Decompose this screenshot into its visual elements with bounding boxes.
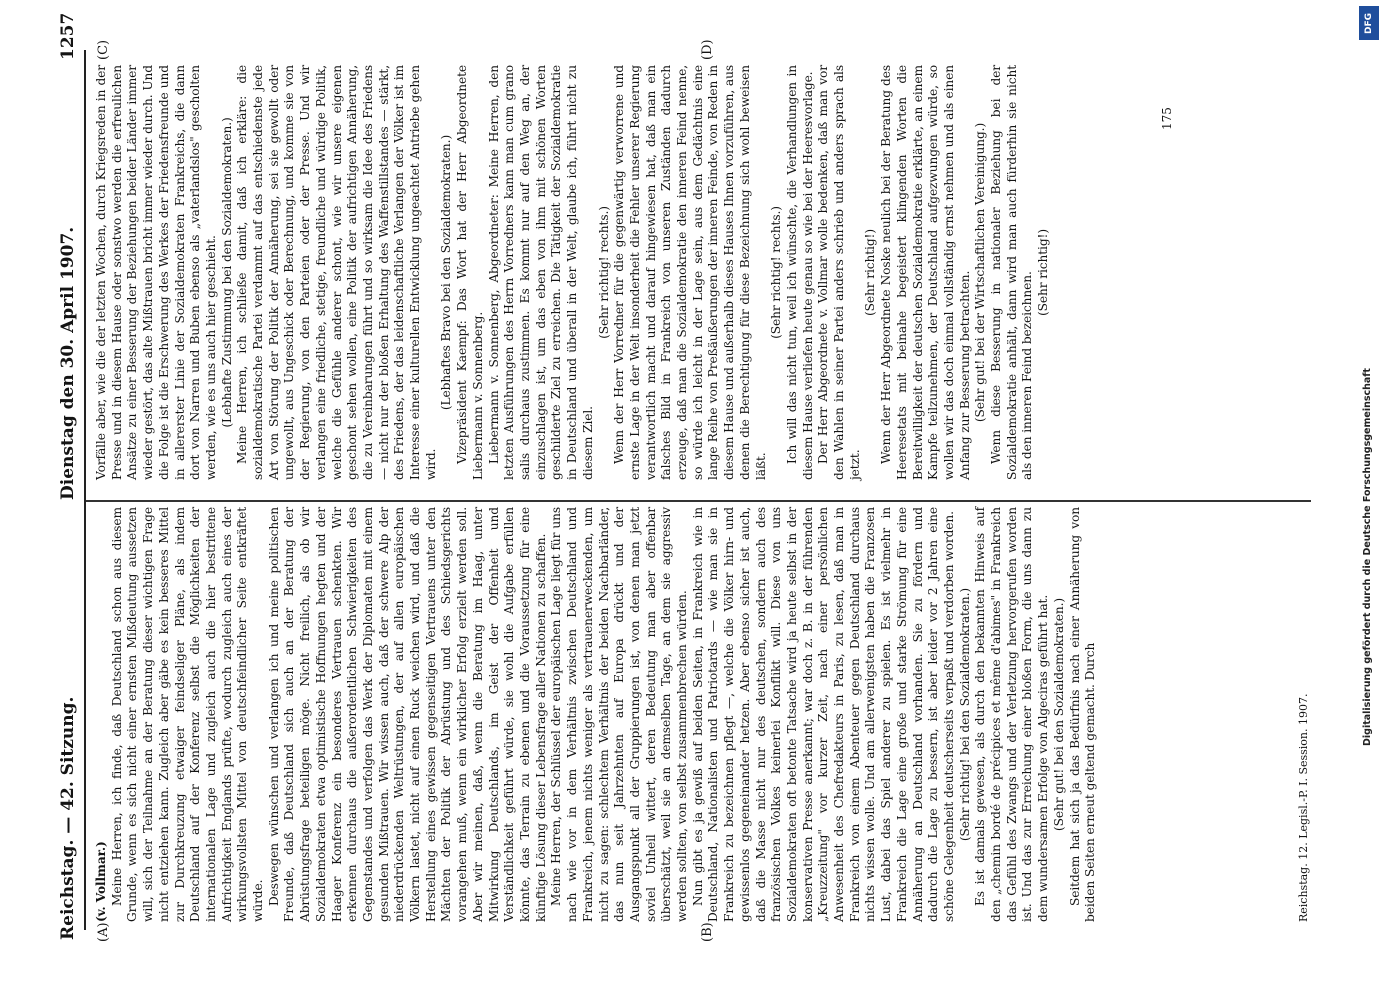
header-rule — [84, 50, 86, 930]
right-interjection-6: (Sehr gut! bei der Wirtschaftlichen Vereinigung.) — [973, 122, 988, 423]
right-paragraph-1: Vorfälle aber, wie die der letzten Wochen, durch Kriegsreden in der Presse und in diesem Hause oder sonstwo werden die erfreulichen Ansätze zu einer Besserung der Beziehungen beider Länder immer wieder gestört, das alte Mißtrauen bricht immer wieder durch. Und die Folge ist die Erschwerung des Werkes der Friedensfreunde und in allererster Linie der Sozialdemokraten Frankreichs, die dann dort von Narren und Buben ebenso als „vaterlandslos" gescholten werden, wie es uns auch hier geschieht. — [94, 65, 218, 480]
right-interjection-1: (Lebhafte Zustimmung bei den Sozialdemokraten.) — [219, 117, 234, 428]
margin-letter-d: (D) — [700, 39, 715, 60]
speech-opening: Liebermann v. Sonnenberg, Abgeordneter: Meine Herren, den letzten Ausführungen des Herrn Vorredners kann man cum grano salis durchaus zustimmen. Es kommt nur auf den Weg an, der einzuschlagen ist, um das eben von ihm mit schönen Worten geschilderte Ziel zu erreichen. Die Tätigkeit der Sozialdemokratie in Deutschland und überall in der Welt, glaube ich, führt nicht zu diesem Ziel. — [486, 65, 595, 480]
left-paragraph-4: Nun gibt es ja gewiß auf beiden Seiten, in Frankreich wie in Deutschland, Nationalisten und Patriotards — wie man sie in Frankreich zu bezeichnen pflegt —, welche die Völker hirn- und gewissenlos gegeneinander hetzen. Aber ebenso sicher ist auch, daß die Masse nicht nur des deutschen, sondern auch des französischen Volkes keinerlei Konflikt will. Diese von uns Sozialdemokraten oft betonte Tatsache wird ja heute selbst in der konservativen Presse anerkannt; war doch z. B. in der führenden „Kreuzzeitung" vor kurzer Zeit, nach einer persönlichen Anwesenheit des Chefredakteurs in Paris, zu lesen, daß man in Frankreich von einem Abenteuer gegen Deutschland durchaus nichts wissen wolle. Und am allerwenigsten haben die Franzosen Lust, dabei das Spiel anderer zu spielen. Es ist vielmehr in Frankreich die Lage eine große und starke Strömung für eine Annäherung an Deutschland vorhanden. Sie zu fördern und dadurch die Lage zu bessern, ist aber leider vor 2 Jahren eine schöne Gelegenheit deutscherseits verpaßt und verdorben worden. — [690, 507, 956, 922]
page-footer: Reichstag. 12. Legisl.-P. I. Session. 1907. — [1297, 693, 1310, 922]
header-session: Reichstag. — 42. Sitzung. — [58, 696, 78, 940]
right-interjection-3: (Sehr richtig! rechts.) — [596, 206, 611, 339]
left-paragraph-5: Es ist damals gewesen, als durch den bekannten Hinweis auf den „chemin bordé de précipices et même d'abimes" in Frankreich das Gefühl des Zwangs und der Verletzung hervorgerufen worden ist. Und das zur Erreichung einer bloßen Form, die uns dann zu dem wundersamen Erfolge von Algeciras geführt hat. — [973, 507, 1051, 922]
page-header — [58, 0, 84, 1000]
speech-paragraph-5: Wenn der Herr Abgeordnete Noske neulich bei der Beratung des Heeresetats mit beinahe begeistert klingenden Worten die Bereitwilligkeit der deutschen Sozialdemokratie erklärte, an einem Kampfe teilzunehmen, der Deutschland aufgezwungen würde, so wollen wir das doch einmal vollständig ernst nehmen und als einen Anfang zur Besserung betrachten. — [879, 65, 972, 480]
dfg-credit-text: Digitalisierung gefördert durch die Deutsche Forschungsgemeinschaft — [1362, 368, 1373, 746]
right-interjection-2: (Lebhaftes Bravo bei den Sozialdemokraten.) — [439, 134, 454, 411]
right-interjection-4: (Sehr richtig! rechts.) — [769, 206, 784, 339]
right-interjection-7: (Sehr richtig!) — [1036, 229, 1051, 317]
running-head-speaker: (v. Vollmar.) — [94, 841, 108, 922]
header-date: Dienstag den 30. April 1907. — [58, 226, 78, 500]
left-paragraph-2: Deswegen wünschen und verlangen ich und meine politischen Freunde, daß Deutschland sich auch an der Beratung der Abrüstungsfrage beteiligen möge. Nicht freilich, als ob wir Sozialdemokraten etwa optimistische Hoffnungen hegten und der Haager Konferenz ein besonderes Vertrauen schenkten. Wir erkennen durchaus die außerordentlichen Schwierigkeiten des Gegenstandes und verfolgen das Werk der Diplomaten mit einem gesunden Mißtrauen. Wir wissen auch, daß der schwere Alp der niederdrückenden Weltrüstungen, der auf allen europäischen Völkern lastet, nicht auf einen Ruck weichen wird, und daß die Herstellung eines gewissen gegenseitigen Vertrauens unter den Mächten der Politik der Abrüstung und des Schiedsgerichts vorangehen muß, wenn ein wirklicher Erfolg erzielt werden soll. Aber wir meinen, daß, wenn die Beratung im Haag, unter Mitwirkung Deutschlands, im Geist der Offenheit und Verständlichkeit geführt würde, sie wohl die Aufgabe erfüllen könnte, das Terrain zu ebenen und die Voraussetzung für eine künftige Lösung dieser Lebensfrage aller Nationen zu schaffen. — [266, 507, 548, 922]
speech-paragraph-6: Wenn diese Besserung in nationaler Beziehung bei der Sozialdemokratie anhält, dann wird man auch fürderhin sie nicht als den inneren Feind bezeichnen. — [989, 65, 1035, 480]
speech-paragraph-2: Wenn der Herr Vorredner für die gegenwärtig verworrene und ernste Lage in der Welt insonderheit die Fehler unserer Regierung verantwortlich macht und darauf hingewiesen hat, daß man ein falsches Bild in Frankreich von unseren Zuständen dadurch erzeuge, daß man die Sozialdemokratie den inneren Feind nenne, so würde ich leicht in der Lage sein, aus dem Gedächtnis eine lange Reihe von Preßäußerungen der inneren Feinde, von Reden in diesem Hause und außerhalb dieses Hauses Ihnen vorzuführen, aus denen die Berechtigung für diese Bezeichnung sich wohl beweisen läßt. — [612, 65, 768, 480]
left-interjection-1: (Sehr richtig! bei den Sozialdemokraten.) — [957, 587, 972, 842]
left-paragraph-6: Seitdem hat sich ja das Bedürfnis nach einer Annäherung von beiden Seiten erneut geltend gemacht. Durch — [1067, 507, 1098, 922]
right-paragraph-2: Meine Herren, ich schließe damit, daß ich erkläre: die sozialdemokratische Partei verdammt auf das entschiedenste jede Art von Störung der Politik der Annäherung, sei sie gewollt oder ungewollt, aus Ungeschick oder Berechnung, und komme sie von der Regierung, von den Parteien oder der Presse. Und wir verlangen eine friedliche, stetige, freundliche und würdige Politik, welche die Gefühle anderer schont, wie wir unsere eigenen geschont sehen wollen, eine Politik der aufrichtigen Annäherung, die zu Vereinbarungen führt und so wirksam die Idee des Friedens — nicht nur der bloßen Erhaltung des Waffenstillstandes — stärkt, des Friedens, der das leidenschaftliche Verlangen der Völker ist im Interesse einer kulturellen Entwicklung ungeachtet Antriebe gehen wird. — [235, 65, 438, 480]
right-column — [94, 65, 1052, 480]
left-column — [94, 507, 1099, 922]
vice-president-line: Vizepräsident Kaempf: Das Wort hat der Herr Abgeordnete Liebermann v. Sonnenberg. — [455, 65, 485, 480]
column-divider — [86, 501, 1311, 503]
margin-letter-b: (B) — [700, 922, 715, 942]
header-page-number: 1257 — [58, 12, 78, 60]
right-interjection-5: (Sehr richtig!) — [863, 229, 878, 317]
speech-paragraph-4: Der Herr Abgeordnete v. Vollmar wolle bedenken, daß man vor den Wahlen in seiner Partei anders schrieb und anders sprach als jetzt. — [816, 65, 862, 480]
left-paragraph-1: Meine Herren, ich finde, daß Deutschland schon aus diesem Grunde, wenn es sich nicht einer ernsten Mißdeutung aussetzen will, sich der Teilnahme an der Beratung dieser wichtigen Frage nicht entziehen kann. Zugleich aber gäbe es kein besseres Mittel zur Durchkreuzung etwaiger feindseliger Pläne, als indem Deutschland auf der Konferenz selbst die Möglichkeiten der internationalen Lage und zugleich auch die hier bestrittene Aufrichtigkeit Englands prüfte, wodurch zugleich auch eines der wirkungsvollsten Mittel von deutschfeindlicher Seite entkräftet würde. — [109, 507, 266, 922]
signature-number: 175 — [1160, 107, 1174, 130]
left-interjection-2: (Sehr gut! bei den Sozialdemokraten.) — [1051, 597, 1066, 832]
dfg-logo: DFG — [1359, 6, 1379, 40]
speech-paragraph-3: Ich will das nicht tun, weil ich wünschte, die Verhandlungen in diesem Hause verliefen heute genau so wie bei der Heeresvorlage. — [784, 65, 815, 480]
margin-letter-a: (A) — [96, 922, 111, 942]
left-paragraph-3: Meine Herren, der Schlüssel der europäischen Lage liegt für uns nach wie vor in dem Verhältnis zwischen Deutschland und Frankreich, jenem nichts weniger als vertrauenerweckenden, um nicht zu sagen: schlechtem Verhältnis der beiden Nachbarländer, das nun seit Jahrzehnten auf Europa drückt und der Ausgangspunkt all der Gruppierungen ist, von denen man jetzt soviel Unheil wittert, deren Bedeutung man aber offenbar überschätzt, weil sie an demselben Tage, an dem sie aggressiv werden sollten, von selbst zusammenbrechen würden. — [549, 507, 690, 922]
margin-letter-c: (C) — [96, 39, 111, 60]
